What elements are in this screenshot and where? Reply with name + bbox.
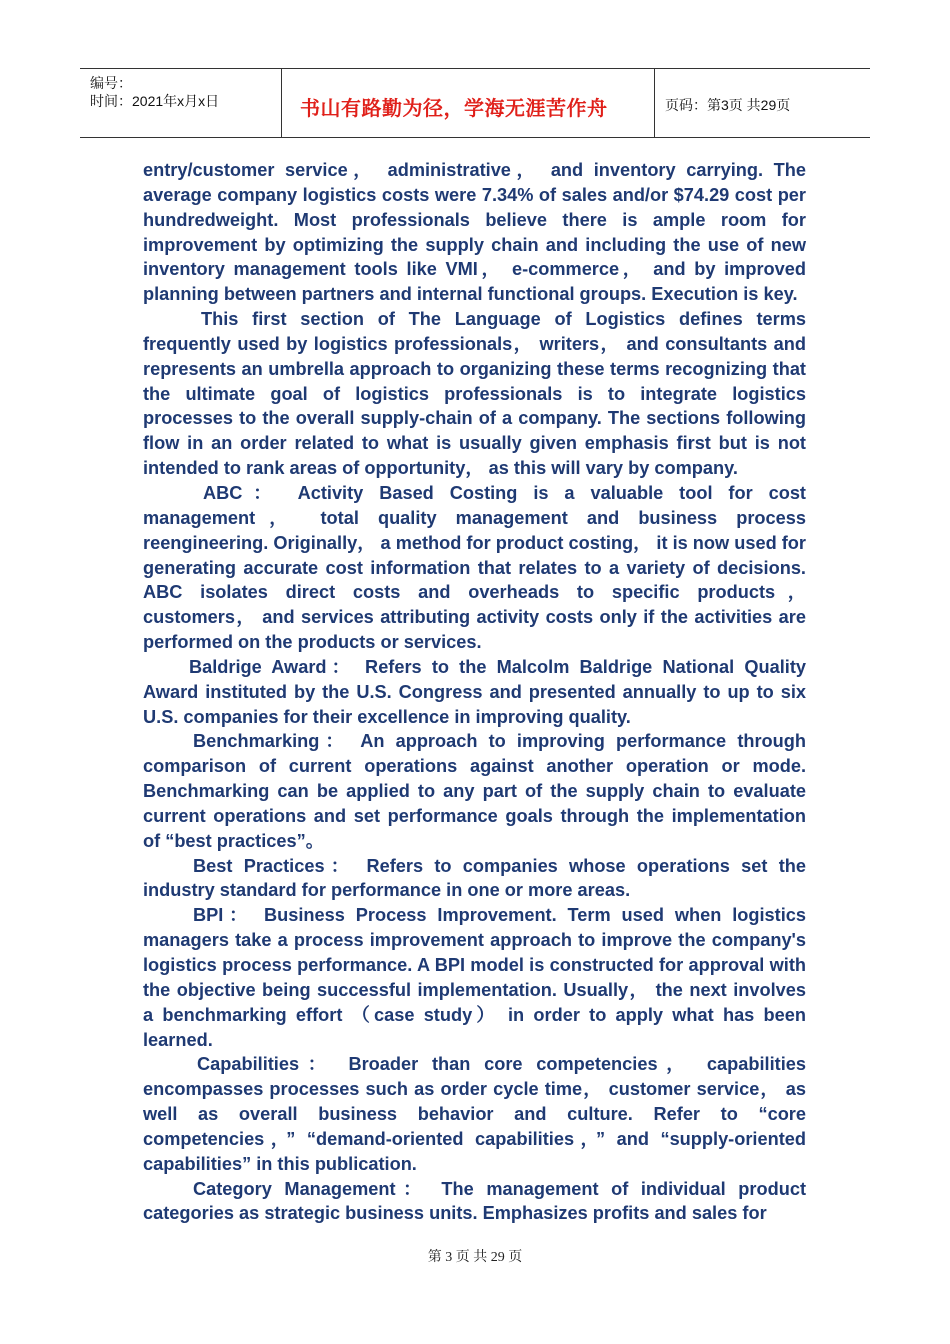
definition-abc: ABC： Activity Based Costing is a valuable tool for cost management， total quality management and business process reengineering. Originally， a method for product costing， it is now used for generating accurate cost information that relates to a variety of decisions. ABC isolates direct costs and overheads to specific products， customers， and services attributing activity costs only if the activities are performed on the products or services. xyxy=(143,482,806,653)
document-body xyxy=(143,158,806,1226)
definition-benchmarking: Benchmarking： An approach to improving performance through comparison of current operations against another operation or mode. Benchmarking can be applied to any part of the supply chain to evaluate current operations and set performance goals through the implementation of “best practices”。 xyxy=(143,731,806,851)
header-motto: 书山有路勤为径，学海无涯苦作舟 xyxy=(300,96,608,120)
header-motto-cell xyxy=(282,69,655,137)
header-meta-cell xyxy=(80,69,282,137)
document-number-label: 编号： xyxy=(90,75,132,91)
definition-category-management: Category Management： The management of individual product categories as strategic business units. Emphasizes profits and sales for xyxy=(143,1178,806,1224)
page-header xyxy=(80,68,870,138)
page-footer: 第 3 页 共 29 页 xyxy=(427,1250,523,1265)
definition-capabilities: Capabilities： Broader than core competencies， capabilities encompasses processes such as order cycle time， customer service， as well as overall business behavior and culture. Refer to “core competencies，” “demand-oriented capabilities，” and “supply-oriented capabilities” in this publication. xyxy=(143,1054,806,1174)
definition-bpi: BPI： Business Process Improvement. Term used when logistics managers take a process improvement approach to improve the company's logistics process performance. A BPI model is constructed for approval with the objective being successful implementation. Usually， the next involves a benchmarking effort （case study） in order to apply what has been learned. xyxy=(143,905,806,1050)
definition-best-practices: Best Practices： Refers to companies whose operations set the industry standard for performance in one or more areas. xyxy=(143,855,806,901)
header-page-cell xyxy=(655,69,870,137)
definition-baldrige-award: Baldrige Award： Refers to the Malcolm Baldrige National Quality Award instituted by the U.S. Congress and presented annually to up to six U.S. companies for their excellence in improving quality. xyxy=(143,656,806,727)
header-page-number: 页码：第3页 共29页 xyxy=(665,97,791,113)
document-date: 时间：2021年x月x日 xyxy=(90,93,220,109)
paragraph-continuation: entry/customer service， administrative， and inventory carrying. The average company logistics costs were 7.34% of sales and/or $74.29 cost per hundredweight. Most professionals believe there is ample room for improvement by optimizing the supply chain and including the use of new inventory management tools like VMI， e-commerce， and by improved planning between partners and internal functional groups. Execution is key. xyxy=(143,160,806,305)
paragraph-section-intro: This first section of The Language of Logistics defines terms frequently used by logistics professionals， writers， and consultants and represents an umbrella approach to organizing these terms recognizing that the ultimate goal of logistics professionals is to integrate logistics processes to the overall supply-chain of a company. The sections following flow in an order related to what is usually given emphasis first but is not intended to rank areas of opportunity， as this will vary by company. xyxy=(143,309,806,479)
